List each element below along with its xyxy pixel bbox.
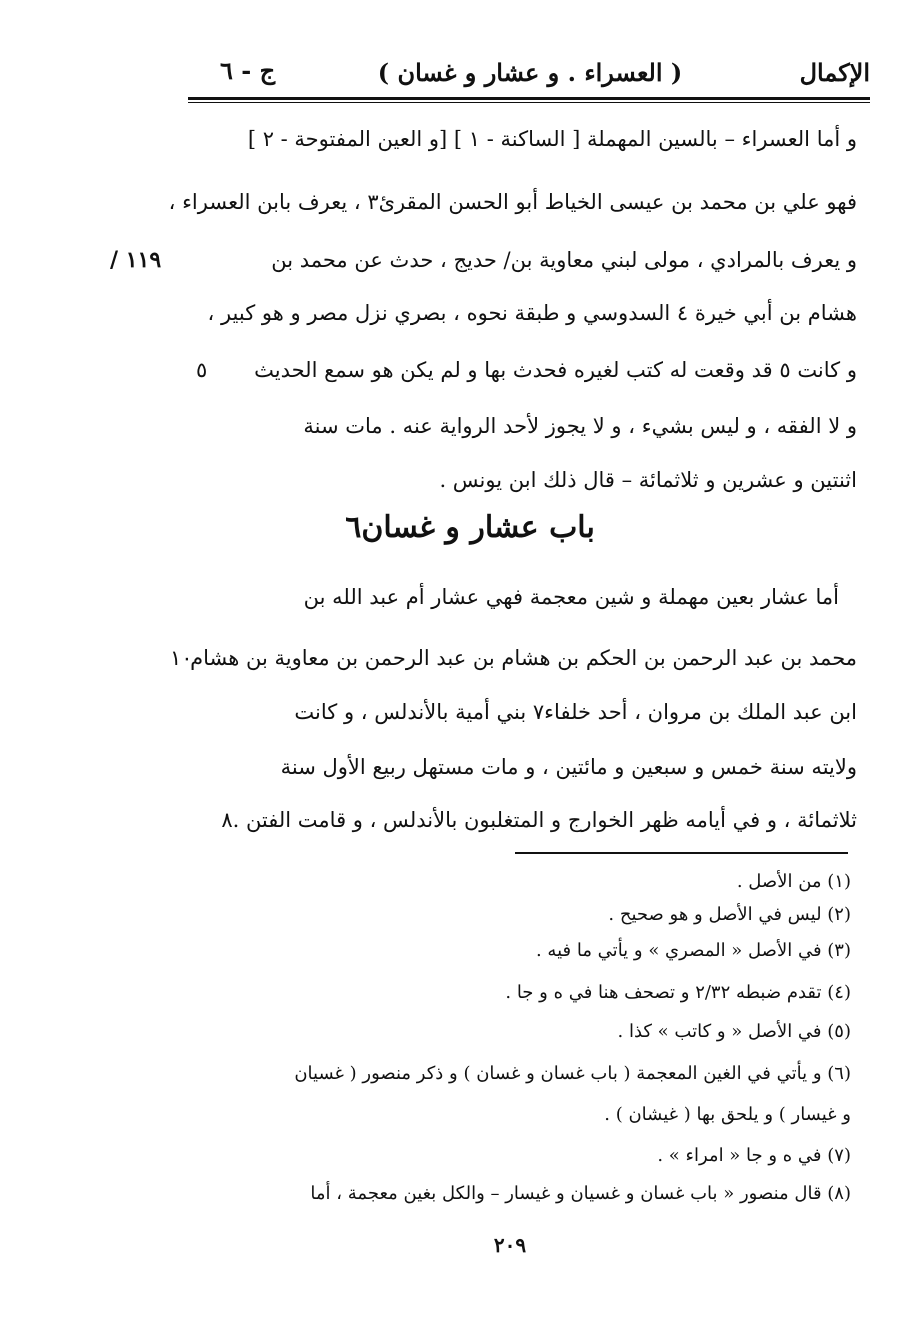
body-line: و لا الفقه ، و ليس بشيء ، و لا يجوز لأحد الرواية عنه . مات سنة (303, 414, 857, 438)
footnote: (٨) قال منصور « باب غسان و غسيان و غيسار – والكل بغين معجمة ، أما (310, 1183, 851, 1204)
folio-marker: ١١٩ / (110, 247, 162, 273)
footnote: (٥) في الأصل « و كاتب » كذا . (617, 1021, 851, 1042)
body-line: هشام بن أبي خيرة ٤ السدوسي و طبقة نحوه ، بصري نزل مصر و هو كبير ، (207, 301, 857, 325)
body-line: و يعرف بالمرادي ، مولى لبني معاوية بن/ حديج ، حدث عن محمد بن (271, 248, 857, 272)
running-header (190, 52, 870, 96)
footnote: (٢) ليس في الأصل و هو صحيح . (608, 904, 851, 925)
page-number: ٢٠٩ (493, 1233, 527, 1257)
header-rule-thin (188, 102, 870, 103)
body-line: و أما العسراء – بالسين المهملة [ الساكنة - ١ ] [و العين المفتوحة - ٢ ] (247, 127, 857, 151)
footnote: (٣) في الأصل « المصري » و يأتي ما فيه . (535, 940, 851, 961)
body-line: ثلاثمائة ، و في أيامه ظهر الخوارج و المتغلبون بالأندلس ، و قامت الفتن .٨ (221, 808, 857, 832)
body-line: ابن عبد الملك بن مروان ، أحد خلفاء٧ بني أمية بالأندلس ، و كانت (294, 700, 857, 724)
body-line: محمد بن عبد الرحمن بن الحكم بن هشام بن عبد الرحمن بن معاوية بن هشام (190, 646, 857, 670)
body-line: أما عشار بعين مهملة و شين معجمة فهي عشار أم عبد الله بن (303, 585, 839, 609)
line-number: ١٠ (170, 646, 193, 670)
body-line: و كانت ٥ قد وقعت له كتب لغيره فحدث بها و لم يكن هو سمع الحديث (254, 358, 857, 382)
footnote: و غيسار ) و يلحق بها ( غيشان ) . (604, 1104, 851, 1125)
volume-label: ج - ٦ (220, 56, 276, 85)
header-rule (188, 97, 870, 100)
body-line: فهو علي بن محمد بن عيسى الخياط أبو الحسن المقرئ٣ ، يعرف بابن العسراء ، (168, 190, 857, 214)
footnote: (٤) تقدم ضبطه ٢/٣٢ و تصحف هنا في ه و جا . (505, 982, 851, 1003)
chapter-heading: ( العسراء . و عشار و غسان ) (377, 58, 683, 87)
body-line: ولايته سنة خمس و سبعين و مائتين ، و مات مستهل ربيع الأول سنة (280, 755, 857, 779)
body-line: اثنتين و عشرين و ثلاثمائة – قال ذلك ابن يونس . (439, 468, 857, 492)
footnote-separator (515, 852, 848, 854)
line-number: ٥ (196, 358, 208, 382)
section-title: باب عشار و غسان٦ (345, 510, 595, 545)
footnote: (٦) و يأتي في الغين المعجمة ( باب غسان و غسان ) و ذكر منصور ( غسيان (294, 1063, 851, 1084)
book-title: الإكمال (799, 58, 870, 87)
footnote: (٧) في ه و جا « امراء » . (657, 1145, 851, 1166)
footnote: (١) من الأصل . (736, 871, 851, 892)
